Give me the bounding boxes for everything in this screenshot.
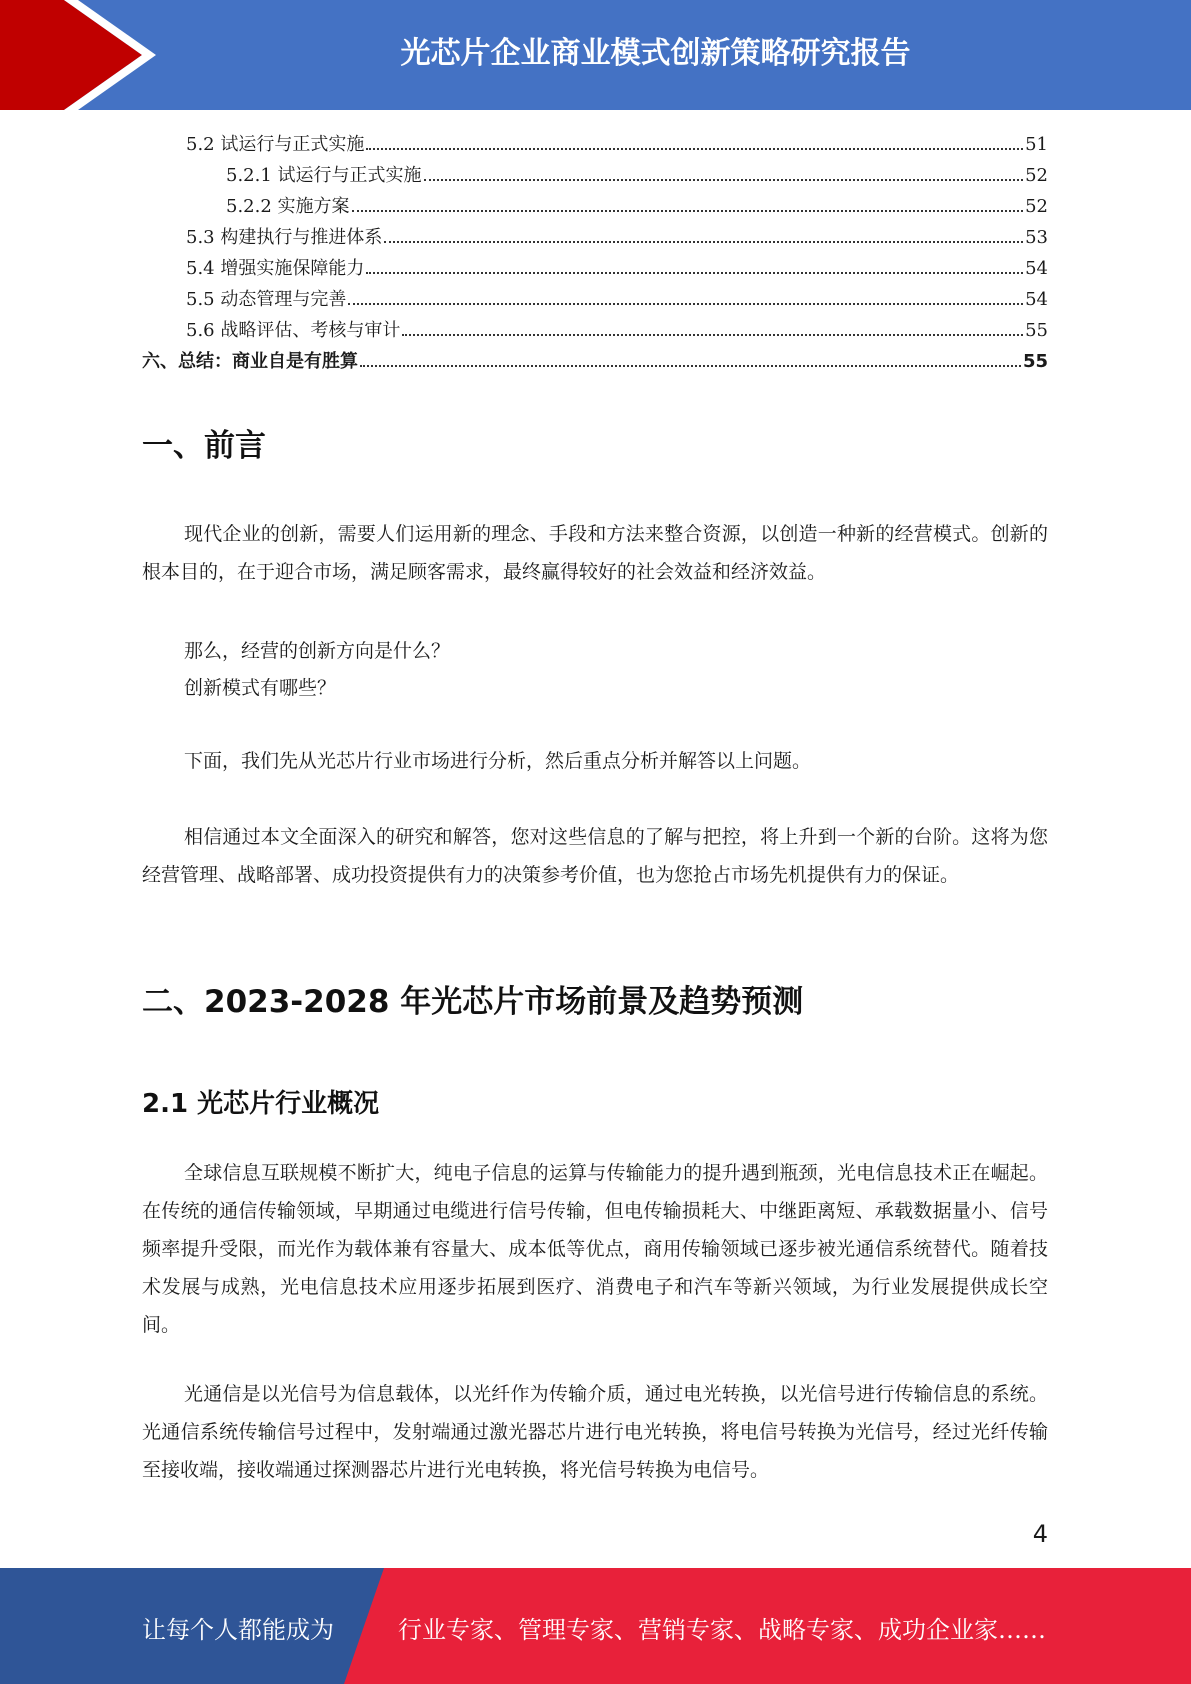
report-title: 光芯片企业商业模式创新策略研究报告 [400,36,911,71]
paragraph: 光通信是以光信号为信息载体，以光纤作为传输介质，通过电光转换，以光信号进行传输信息的系统。光通信系统传输信号过程中，发射端通过激光器芯片进行电光转换，将电信号转换为光信号，经过光纤传输至接收端，接收端通过探测器芯片进行光电转换，将光信号转换为电信号。 [142,1383,1048,1481]
toc-item[interactable] [142,347,1048,378]
question-line: 那么，经营的创新方向是什么？ [184,640,451,662]
toc-item-label: 六、总结：商业自是有胜算 [142,351,358,372]
toc-item-label: 5.2.1 试运行与正式实施 [226,165,422,186]
toc-leader-dots [348,303,1023,305]
toc-leader-dots [352,210,1024,212]
toc-leader-dots [366,148,1023,150]
toc-item-page: 55 [1025,320,1048,341]
toc-item[interactable] [142,130,1048,161]
toc-item-page: 52 [1025,196,1048,217]
toc-leader-dots [360,365,1021,367]
toc-item-label: 5.2.2 实施方案 [226,196,350,217]
toc-item-page: 53 [1025,227,1048,248]
subsection-heading: 2.1 光芯片行业概况 [142,1089,380,1119]
paragraph: 全球信息互联规模不断扩大，纯电子信息的运算与传输能力的提升遇到瓶颈，光电信息技术正在崛起。在传统的通信传输领域，早期通过电缆进行信号传输，但电传输损耗大、中继距离短、承载数据量小、信号频率提升受限，而光作为载体兼有容量大、成本低等优点，商用传输领域已逐步被光通信系统替代。随着技术发展与成熟，光电信息技术应用逐步拓展到医疗、消费电子和汽车等新兴领域，为行业发展提供成长空间。 [142,1162,1048,1336]
toc-item[interactable] [142,254,1048,285]
toc-item-label: 5.5 动态管理与完善 [186,289,347,310]
toc-leader-dots [384,241,1023,243]
toc-item[interactable] [142,316,1048,347]
question-line: 创新模式有哪些？ [184,677,337,699]
toc-item[interactable] [142,161,1048,192]
table-of-contents [142,130,1048,378]
page-footer [0,1568,1191,1684]
toc-item[interactable] [142,285,1048,316]
toc-leader-dots [424,179,1024,181]
page-number: 4 [1032,1520,1048,1548]
section-heading: 二、2023-2028 年光芯片市场前景及趋势预测 [142,984,804,1020]
footer-slogan-right: 行业专家、管理专家、营销专家、战略专家、成功企业家…… [398,1616,1046,1644]
toc-item-page: 52 [1025,165,1048,186]
toc-item-page: 51 [1025,134,1048,155]
footer-slogan-left: 让每个人都能成为 [142,1616,334,1644]
toc-item-page: 55 [1022,351,1048,372]
toc-item-page: 54 [1025,258,1048,279]
toc-item-page: 54 [1025,289,1048,310]
toc-item-label: 5.4 增强实施保障能力 [186,258,365,279]
paragraph: 现代企业的创新，需要人们运用新的理念、手段和方法来整合资源，以创造一种新的经营模式。创新的根本目的，在于迎合市场，满足顾客需求，最终赢得较好的社会效益和经济效益。 [142,523,1048,583]
toc-leader-dots [366,272,1023,274]
toc-item[interactable] [142,223,1048,254]
paragraph: 相信通过本文全面深入的研究和解答，您对这些信息的了解与把控，将上升到一个新的台阶。这将为您经营管理、战略部署、成功投资提供有力的决策参考价值，也为您抢占市场先机提供有力的保证。 [142,826,1048,886]
paragraph: 下面，我们先从光芯片行业市场进行分析，然后重点分析并解答以上问题。 [184,750,812,772]
toc-item-label: 5.3 构建执行与推进体系 [186,227,383,248]
page-header [0,0,1191,110]
toc-item-label: 5.6 战略评估、考核与审计 [186,320,401,341]
toc-item-label: 5.2 试运行与正式实施 [186,134,365,155]
toc-item[interactable] [142,192,1048,223]
section-heading: 一、前言 [142,428,266,464]
toc-leader-dots [402,334,1023,336]
